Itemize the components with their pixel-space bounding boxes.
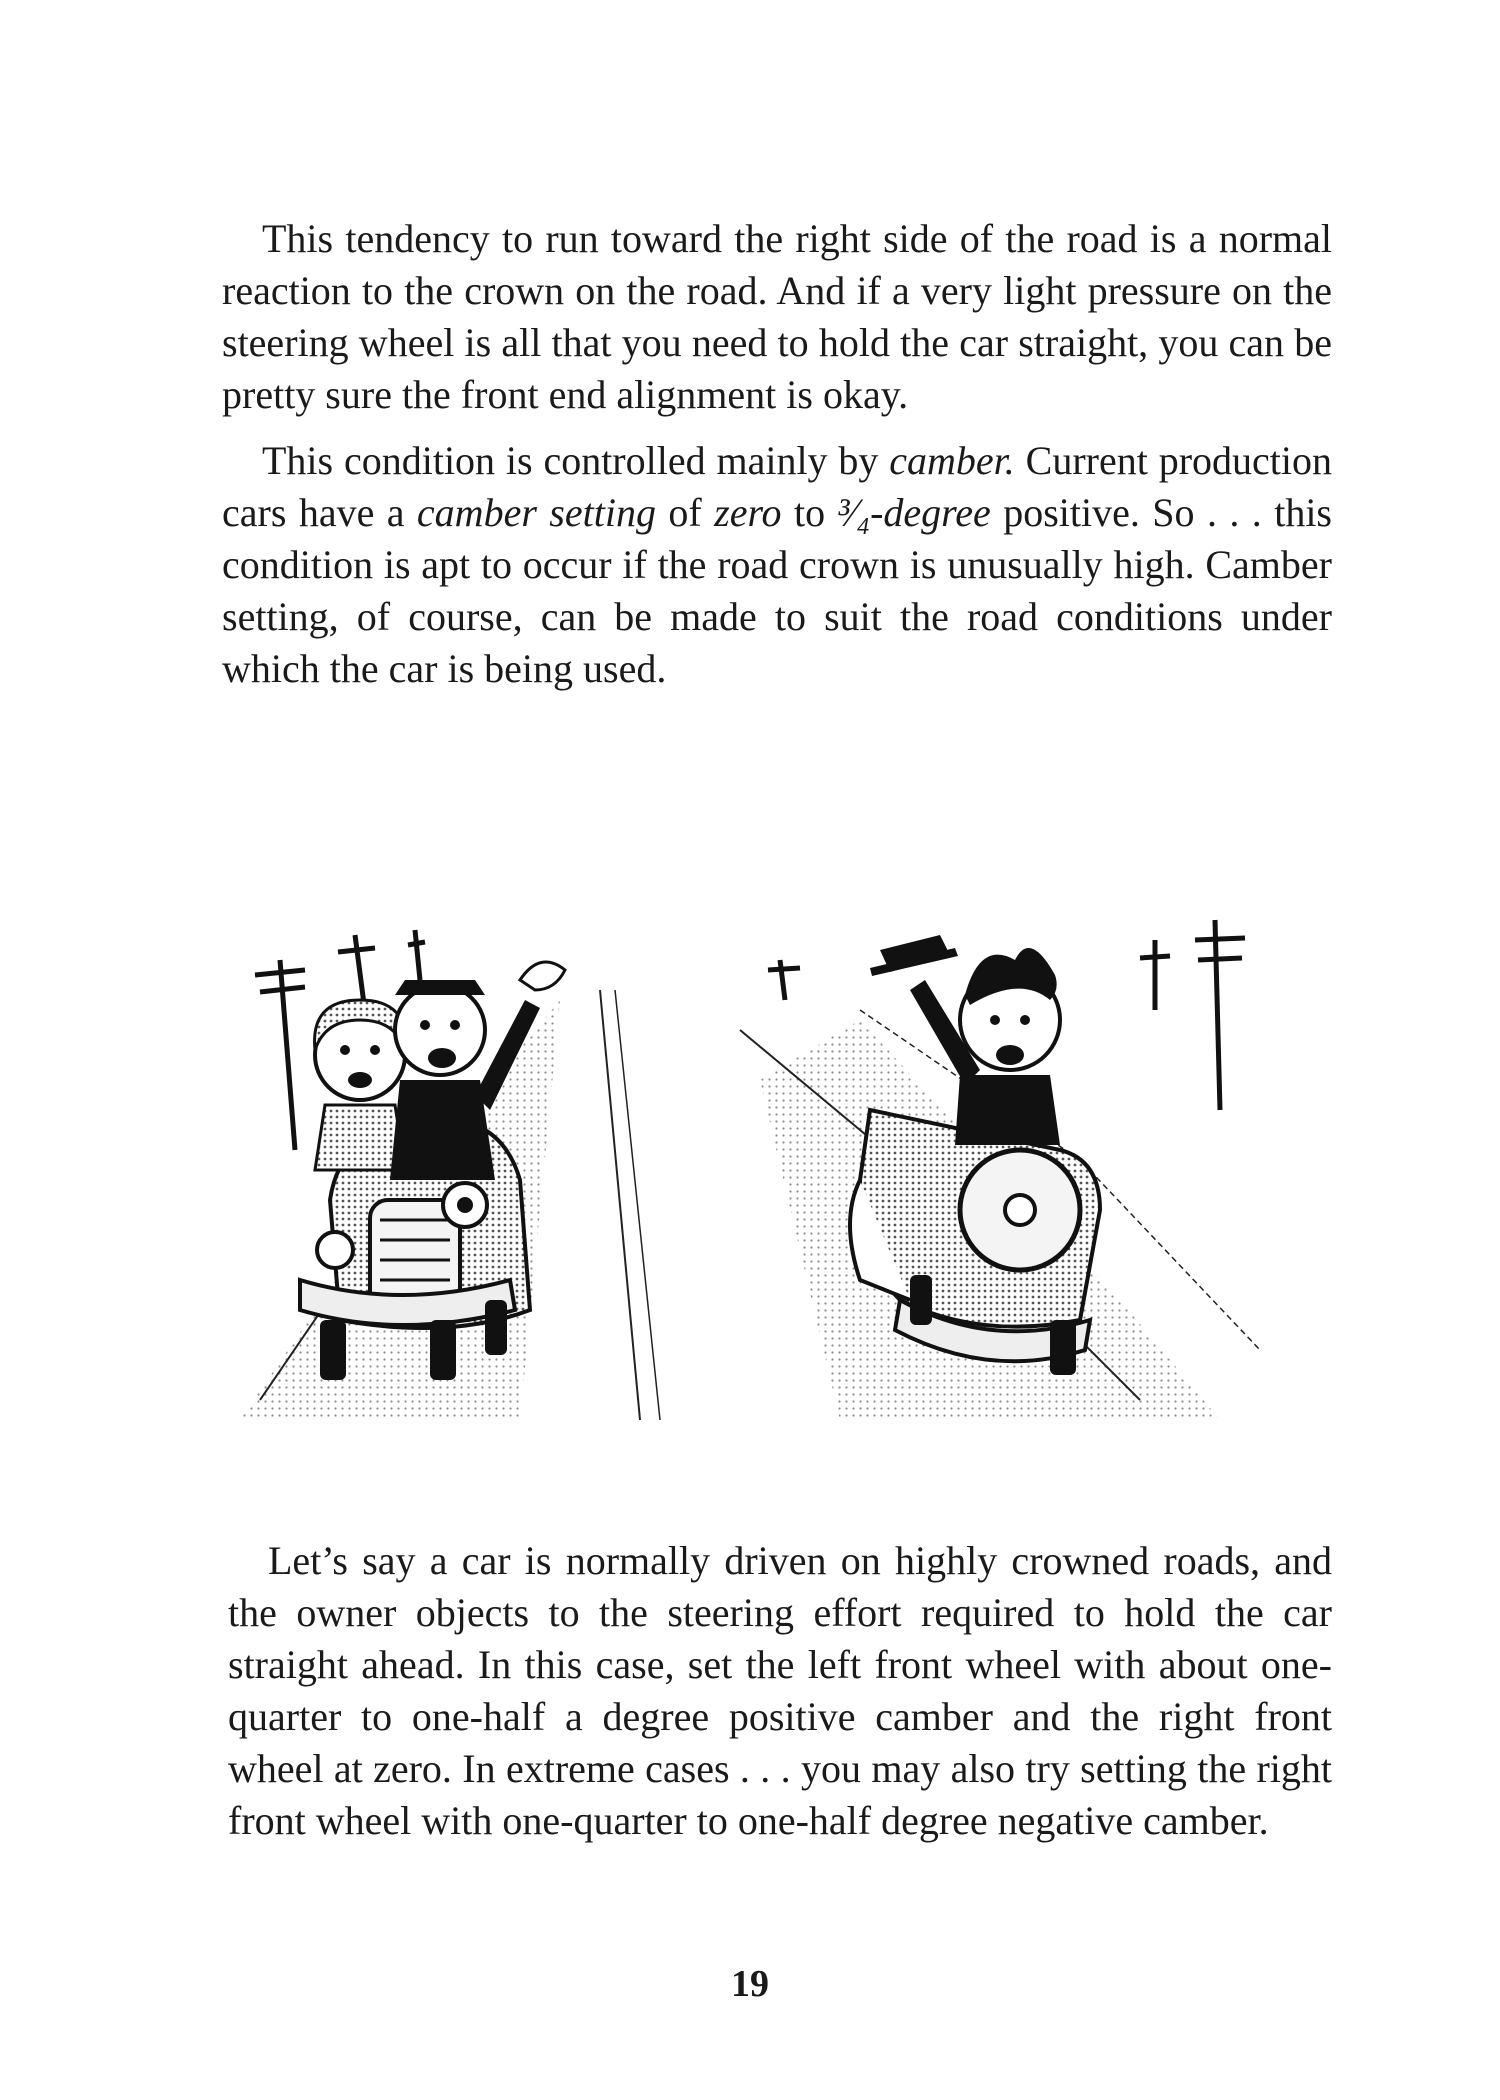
term-three-quarter-degree: ³⁄₄-degree	[837, 490, 991, 535]
paragraph-2-text-2: Current production cars have a	[222, 438, 1332, 535]
term-camber: camber.	[889, 438, 1015, 483]
paragraph-1: This tendency to run toward the right side of the road is a normal reaction to the crown on the road. And if a very light pressure on the steering wheel is all that you need to hold the car straight, you can be pretty sure the front end alignment is okay.	[222, 216, 1332, 417]
paragraph-2-text-1: This condition is controlled mainly by	[262, 438, 890, 483]
paragraph-3: Let’s say a car is normally driven on highly crowned roads, and the owner objects to the steering effort required to hold the car straight ahead. In this case, set the left front wheel with about one-quarter to one-half a degree positive camber and the right front wheel at zero. In extreme cases . . . you may also try setting the right front wheel with one-quarter to one-half degree negative camber.	[228, 1538, 1332, 1843]
paragraph-2-text-3: of	[655, 490, 715, 535]
term-zero: zero	[714, 490, 782, 535]
paragraph-2	[222, 435, 1332, 695]
page-number: 19	[731, 1963, 769, 2005]
cartoon-illustration	[220, 880, 1280, 1440]
paragraph-2-text-4: to	[781, 490, 838, 535]
text-block-bottom	[228, 1535, 1332, 1847]
paragraph-2-text-5: positive. So . . . this condition is apt to occur if the road crown is unusually high. Camber setting, of course, can be made to suit the road conditions under which the car is being used.	[222, 490, 1332, 691]
text-block-top	[222, 213, 1332, 695]
term-camber-setting: camber setting	[416, 490, 656, 535]
